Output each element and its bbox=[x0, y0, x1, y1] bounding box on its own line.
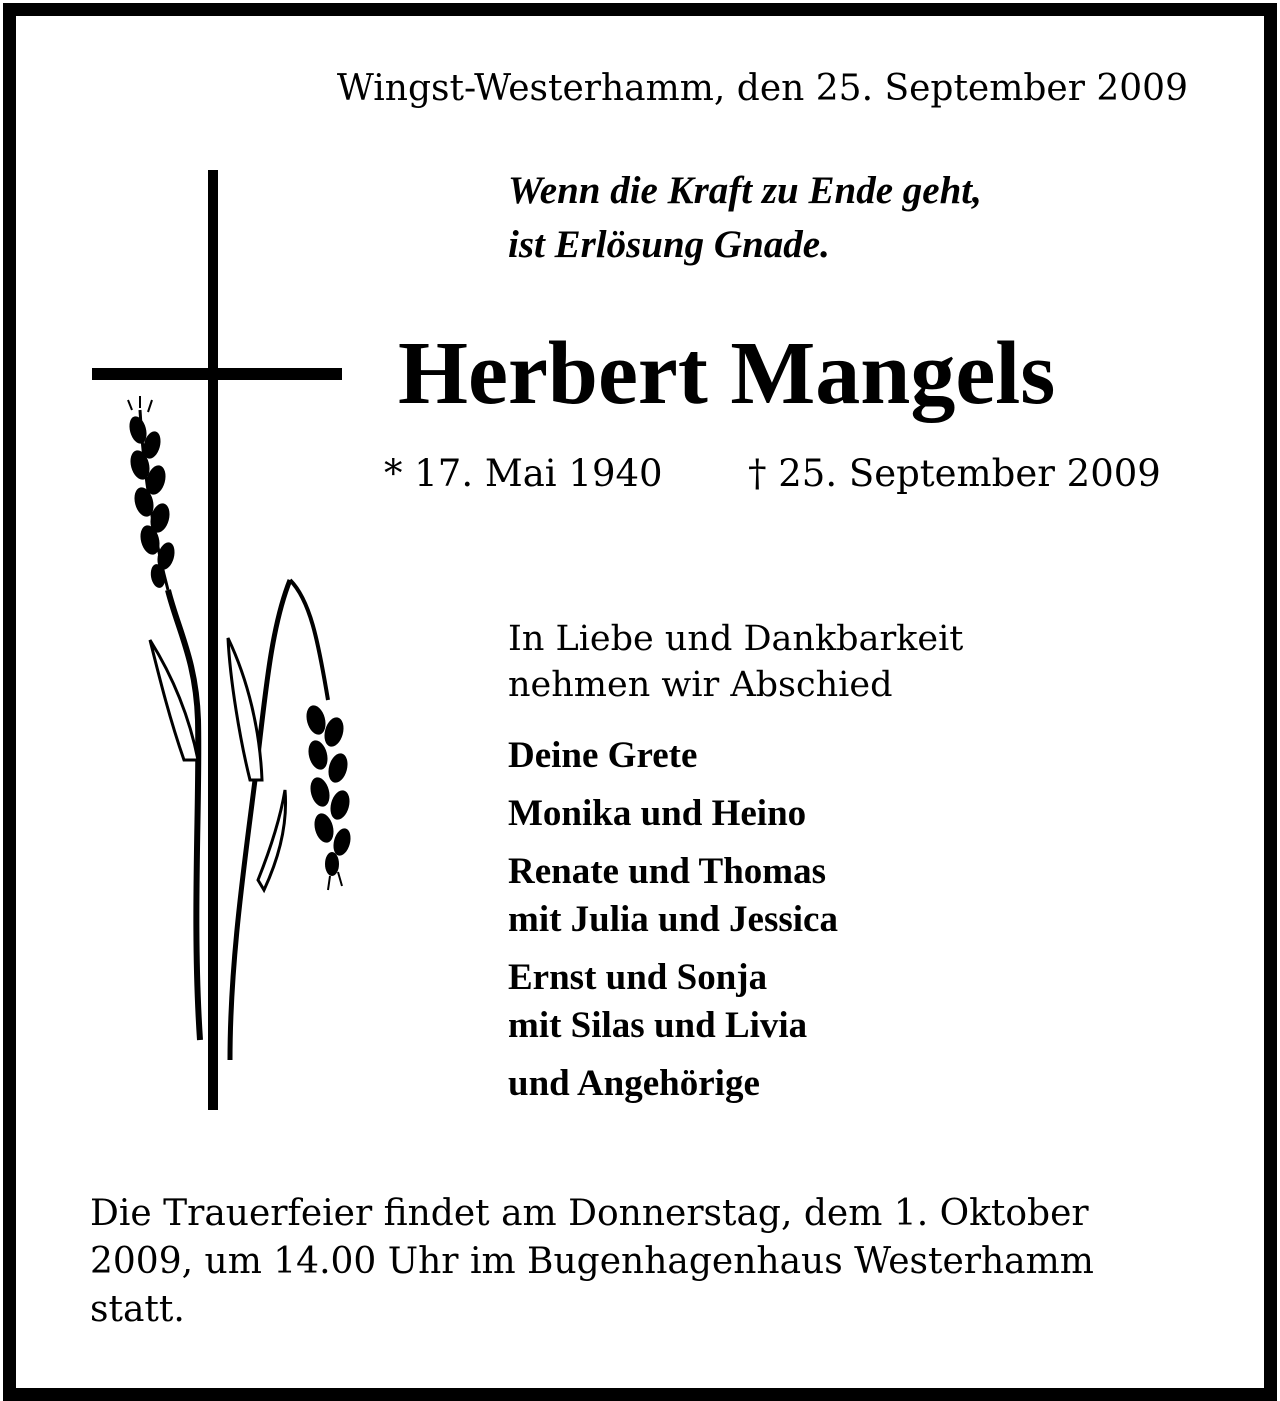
birth-date: * 17. Mai 1940 bbox=[384, 452, 663, 495]
family-list bbox=[508, 732, 838, 1108]
death-date: † 25. September 2009 bbox=[748, 452, 1161, 495]
family-entry bbox=[508, 1060, 838, 1108]
family-line: und Angehörige bbox=[508, 1063, 760, 1104]
farewell-line-2: nehmen wir Abschied bbox=[508, 665, 893, 705]
family-line: Ernst und Sonja bbox=[508, 957, 768, 998]
place-date: Wingst-Westerhamm, den 25. September 2009 bbox=[336, 68, 1188, 109]
service-line-1: Die Trauerfeier findet am Donnerstag, dem 1. Oktober bbox=[90, 1193, 1089, 1234]
family-line: mit Julia und Jessica bbox=[508, 899, 838, 940]
service-line-3: statt. bbox=[90, 1289, 185, 1330]
cross-with-wheat-icon bbox=[80, 160, 380, 1120]
family-line: mit Silas und Livia bbox=[508, 1005, 808, 1046]
quote-line-2: ist Erlösung Gnade. bbox=[508, 223, 830, 266]
quote bbox=[508, 164, 982, 272]
family-entry bbox=[508, 848, 838, 944]
family-line: Renate und Thomas bbox=[508, 851, 827, 892]
family-line: Deine Grete bbox=[508, 735, 698, 776]
service-line-2: 2009, um 14.00 Uhr im Bugenhagenhaus Westerhamm bbox=[90, 1241, 1094, 1282]
deceased-name: Herbert Mangels bbox=[398, 324, 1056, 423]
family-entry bbox=[508, 954, 838, 1050]
funeral-service-notice bbox=[90, 1190, 1190, 1334]
family-line: Monika und Heino bbox=[508, 793, 807, 834]
family-entry bbox=[508, 732, 838, 780]
farewell-text bbox=[508, 616, 963, 708]
quote-line-1: Wenn die Kraft zu Ende geht, bbox=[508, 169, 982, 212]
family-entry bbox=[508, 790, 838, 838]
farewell-line-1: In Liebe und Dankbarkeit bbox=[508, 619, 964, 659]
